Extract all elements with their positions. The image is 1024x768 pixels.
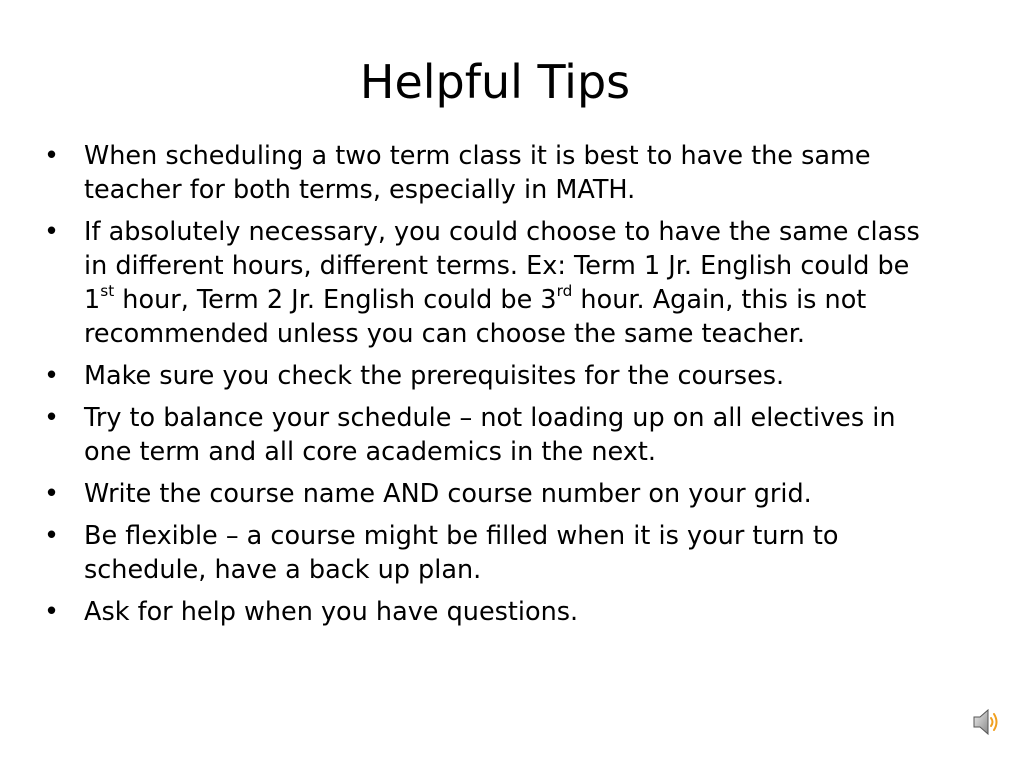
bullet-item — [44, 477, 944, 511]
bullet-marker: • — [44, 521, 60, 551]
ordinal-suffix: rd — [556, 282, 573, 301]
bullet-marker: • — [44, 403, 60, 433]
speaker-icon[interactable] — [972, 706, 1000, 738]
bullet-text: Make sure you check the prerequisites for the courses. — [84, 361, 785, 391]
bullet-text-part: hour, Term 2 Jr. English could be 3 — [114, 285, 557, 315]
bullet-marker: • — [44, 361, 60, 391]
bullet-text — [84, 217, 920, 349]
bullet-item — [44, 139, 944, 207]
bullet-item — [44, 215, 944, 351]
bullet-text: Write the course name AND course number on your grid. — [84, 479, 812, 509]
bullet-marker: • — [44, 597, 60, 627]
bullet-item — [44, 401, 944, 469]
bullet-marker: • — [44, 141, 60, 171]
bullet-text-part: hour. Again, this is not recommended unless you can choose the same teacher. — [84, 285, 867, 349]
ordinal-suffix: st — [100, 282, 115, 301]
slide-title: Helpful Tips — [359, 55, 631, 109]
bullet-item — [44, 595, 944, 629]
bullet-text: When scheduling a two term class it is best to have the same teacher for both terms, especially in MATH. — [84, 141, 871, 205]
bullet-item — [44, 359, 944, 393]
bullet-marker: • — [44, 479, 60, 509]
bullet-text: Ask for help when you have questions. — [84, 597, 579, 627]
bullet-list — [44, 139, 944, 637]
bullet-text: Try to balance your schedule – not loading up on all electives in one term and all core academics in the next. — [84, 403, 896, 467]
bullet-item — [44, 519, 944, 587]
bullet-text-part: If absolutely necessary, you could choose to have the same class in different hours, different terms. Ex: Term 1 Jr. English could be 1 — [84, 217, 920, 315]
bullet-marker: • — [44, 217, 60, 247]
bullet-text: Be flexible – a course might be filled when it is your turn to schedule, have a back up plan. — [84, 521, 839, 585]
